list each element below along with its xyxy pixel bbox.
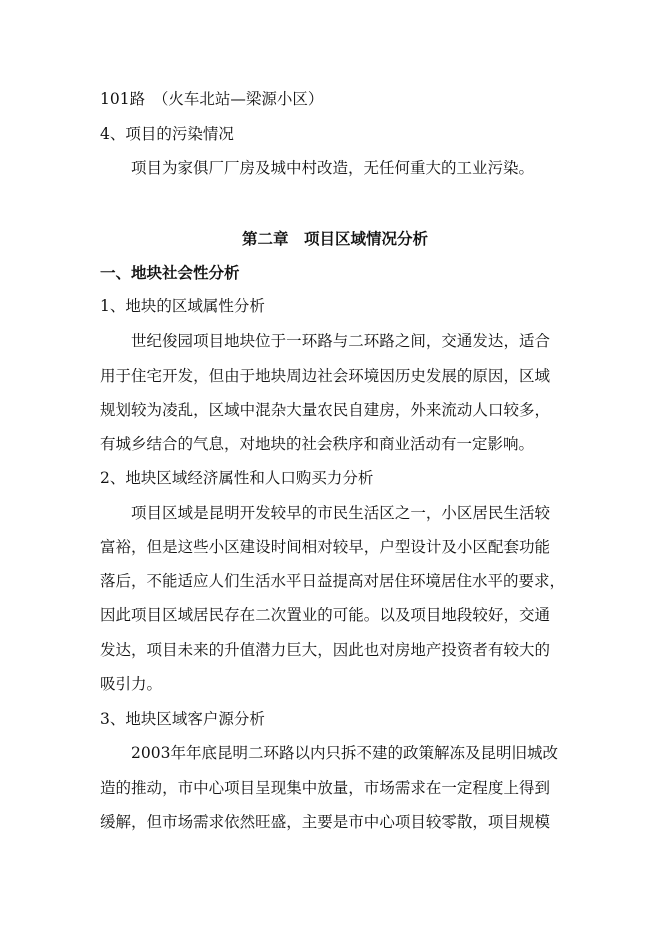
section-4-heading: 4、项目的污染情况: [100, 125, 234, 143]
subsection-1-line: 用于住宅开发，但由于地块周边社会环境因历史发展的原因，区域: [100, 367, 550, 385]
subsection-3-line: 造的推动，市中心项目呈现集中放量，市场需求在一定程度上得到: [100, 779, 550, 797]
subsection-3-line: 2003年年底昆明二环路以内只拆不建的政策解冻及昆明旧城改: [131, 744, 558, 762]
section-4-body: 项目为家俱厂厂房及城中村改造，无任何重大的工业污染。: [131, 159, 535, 177]
subsection-2-line: 因此项目区域居民存在二次置业的可能。以及项目地段较好，交通: [100, 606, 550, 624]
subsection-2-line: 吸引力。: [100, 675, 163, 693]
subsection-1-line: 世纪俊园项目地块位于一环路与二环路之间，交通发达，适合: [131, 332, 550, 350]
subsection-1-line: 规划较为凌乱，区域中混杂大量农民自建房，外来流动人口较多，: [100, 401, 550, 419]
subsection-2-line: 项目区域是昆明开发较早的市民生活区之一，小区居民生活较: [131, 504, 550, 522]
subsection-2-line: 富裕，但是这些小区建设时间相对较早，户型设计及小区配套功能: [100, 538, 550, 556]
subsection-2-line: 发达，项目未来的升值潜力巨大，因此也对房地产投资者有较大的: [100, 641, 550, 659]
part-1-title: 一、地块社会性分析: [100, 264, 240, 282]
subsection-2-line: 落后，不能适应人们生活水平日益提高对居住环境居住水平的要求，: [100, 572, 566, 590]
subsection-2-heading: 2、地块区域经济属性和人口购买力分析: [100, 469, 374, 487]
subsection-1-heading: 1、地块的区域属性分析: [100, 297, 265, 315]
subsection-3-line: 缓解，但市场需求依然旺盛，主要是市中心项目较零散，项目规模: [100, 813, 550, 831]
subsection-3-heading: 3、地块区域客户源分析: [100, 710, 265, 728]
route-line: 101路 （火车北站—梁源小区）: [100, 90, 324, 108]
subsection-1-line: 有城乡结合的气息，对地块的社会秩序和商业活动有一定影响。: [100, 435, 535, 453]
chapter-title: 第二章 项目区域情况分析: [242, 230, 429, 248]
